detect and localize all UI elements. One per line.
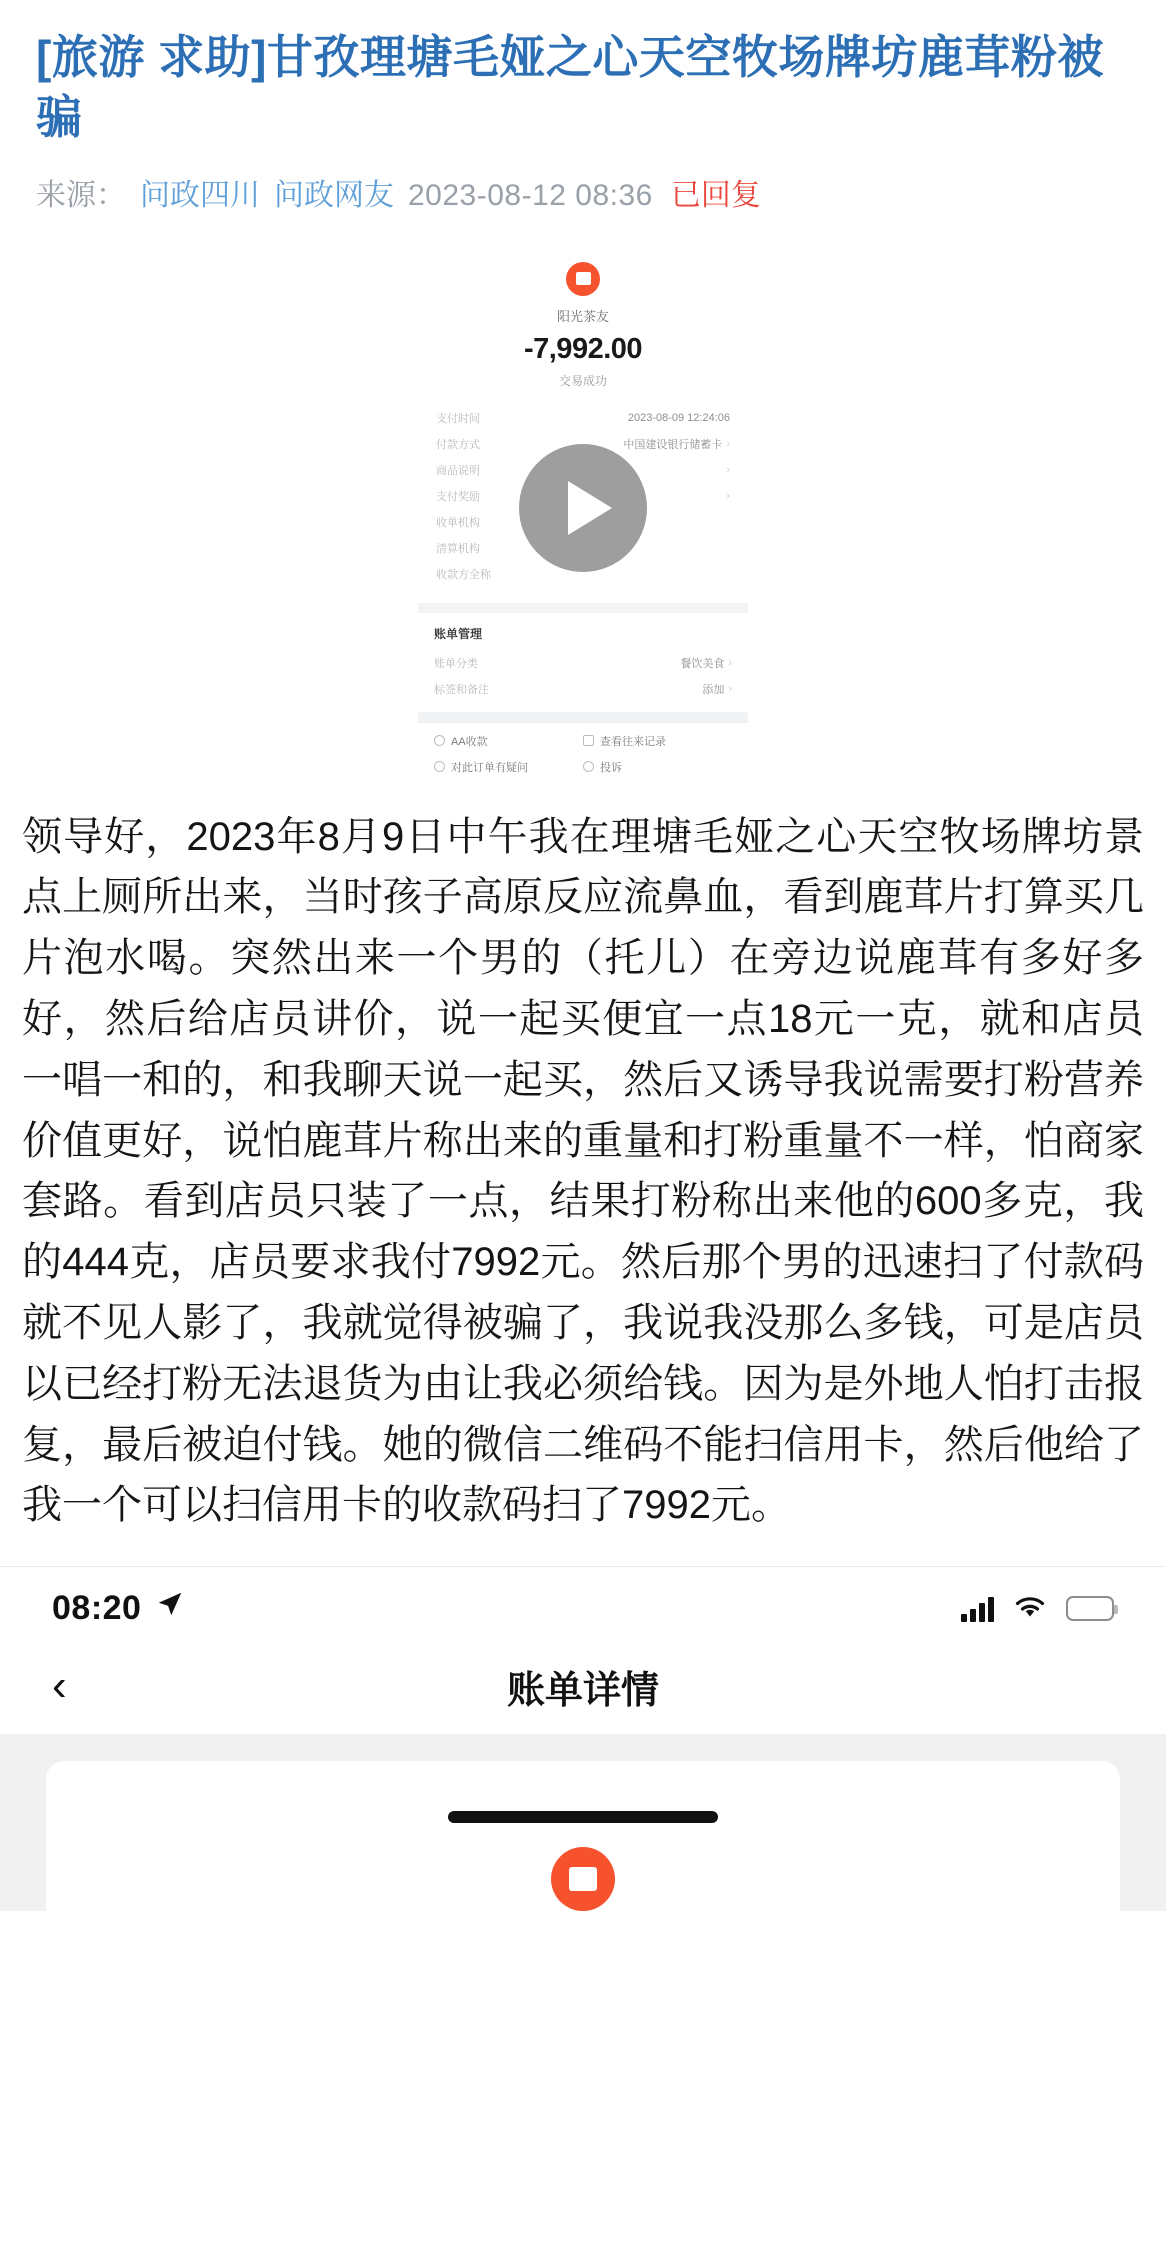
question-icon — [434, 761, 445, 772]
chevron-right-icon: › — [728, 656, 732, 669]
receipt-row-value: 2023-08-09 12:24:06 — [627, 411, 730, 424]
receipt-row — [436, 405, 730, 431]
receipt-divider — [418, 603, 748, 613]
bill-note-value — [702, 681, 732, 697]
nav-title: 账单详情 — [506, 1669, 659, 1712]
bill-note-text: 添加 — [702, 683, 725, 696]
receipt-row-key: 支付时间 — [436, 412, 480, 425]
location-arrow-icon — [155, 1589, 185, 1628]
complaint-icon — [583, 761, 594, 772]
complaint-action[interactable] — [583, 759, 732, 775]
order-question-label: 对此订单有疑问 — [451, 761, 528, 774]
page-title: [旅游 求助]甘孜理塘毛娅之心天空牧场牌坊鹿茸粉被骗 — [36, 31, 1104, 143]
bill-detail-body — [0, 1735, 1166, 1911]
receipt-row-key: 支付奖励 — [436, 490, 480, 503]
bill-category-row[interactable] — [434, 650, 732, 676]
status-bar-right — [961, 1593, 1114, 1624]
bill-note-row[interactable] — [434, 676, 732, 702]
drag-handle[interactable] — [448, 1811, 718, 1823]
publish-date: 2023-08-12 08:36 — [408, 178, 653, 212]
aa-collect-label: AA收款 — [451, 735, 488, 748]
transaction-status: 交易成功 — [558, 373, 607, 388]
transaction-amount: -7,992.00 — [523, 332, 643, 365]
wifi-icon — [1012, 1593, 1048, 1624]
chevron-right-icon: › — [728, 682, 732, 695]
receipt-row-value — [726, 490, 730, 502]
receipt-row-value — [623, 436, 730, 452]
battery-charging-icon — [1066, 1596, 1114, 1621]
merchant-logo-icon — [566, 262, 600, 296]
source-label: 来源： — [36, 178, 126, 212]
bill-note-label: 标签和备注 — [434, 683, 489, 696]
receipt-row-key: 收款方全称 — [436, 568, 491, 581]
video-player[interactable] — [0, 228, 1166, 789]
merchant-name: 阳光茶友 — [556, 308, 609, 324]
receipt-row-key: 清算机构 — [436, 542, 480, 555]
receipt-row-key: 付款方式 — [436, 438, 480, 451]
section-title: 账单管理 — [434, 626, 483, 641]
chevron-right-icon: › — [726, 489, 730, 502]
chevron-right-icon: › — [726, 437, 730, 450]
history-icon — [583, 735, 594, 746]
bill-detail-card — [46, 1761, 1120, 1911]
author-link[interactable]: 问政网友 — [274, 178, 394, 212]
receipt-row-value — [726, 464, 730, 476]
article-meta — [36, 170, 1130, 214]
article-body: 领导好，2023年8月9日中午我在理塘毛娅之心天空牧场牌坊景点上厕所出来，当时孩子高原反应流鼻血，看到鹿茸片打算买几片泡水喝。突然出来一个男的（托儿）在旁边说鹿茸有多好多好，然后给店员讲价，说一起买便宜一点18元一克，就和店员一唱一和的，和我聊天说一起买，然后又诱导我说需要打粉营养价值更好，说怕鹿茸片称出来的重量和打粉重量不一样，怕商家套路。看到店员只装了一点，结果打粉称出来他的600多克，我的444克，店员要求我付7992元。然后那个男的迅速扫了付款码就不见人影了，我就觉得被骗了，我说我没那么多钱，可是店员以已经打粉无法退货为由让我必须给钱。因为是外地人怕打击报复，最后被迫付钱。她的微信二维码不能扫信用卡，然后他给了我一个可以扫信用卡的收款码扫了7992元。 — [22, 814, 1144, 1528]
status-bar-left — [52, 1589, 185, 1628]
play-icon — [568, 481, 612, 535]
order-question-action[interactable] — [434, 759, 583, 775]
article-header — [0, 0, 1166, 214]
source-name-link[interactable]: 问政四川 — [140, 178, 260, 212]
clock-time: 08:20 — [52, 1589, 142, 1628]
play-button[interactable] — [519, 444, 647, 572]
status-bar — [0, 1567, 1166, 1638]
receipt-row-key: 收单机构 — [436, 516, 480, 529]
cellular-signal-icon — [961, 1596, 994, 1622]
aa-icon — [434, 735, 445, 746]
chevron-right-icon: › — [726, 463, 730, 476]
merchant-logo-icon — [551, 1847, 615, 1911]
phone-screenshot — [0, 1566, 1166, 1911]
back-chevron-icon[interactable]: ‹ — [52, 1661, 67, 1711]
view-history-label: 查看往来记录 — [600, 735, 666, 748]
complaint-label: 投诉 — [600, 761, 622, 774]
status-badge: 已回复 — [670, 178, 761, 212]
bill-category-label: 账单分类 — [434, 657, 478, 670]
nav-bar — [0, 1638, 1166, 1735]
bill-management-section — [418, 613, 748, 712]
view-history-action[interactable] — [583, 733, 732, 749]
bill-category-value — [680, 655, 732, 671]
receipt-row-value-text: 中国建设银行储蓄卡 — [623, 438, 723, 451]
receipt-actions — [418, 722, 748, 789]
aa-collect-action[interactable] — [434, 733, 583, 749]
bill-category-text: 餐饮美食 — [680, 657, 725, 670]
receipt-row-key: 商品说明 — [436, 464, 480, 477]
